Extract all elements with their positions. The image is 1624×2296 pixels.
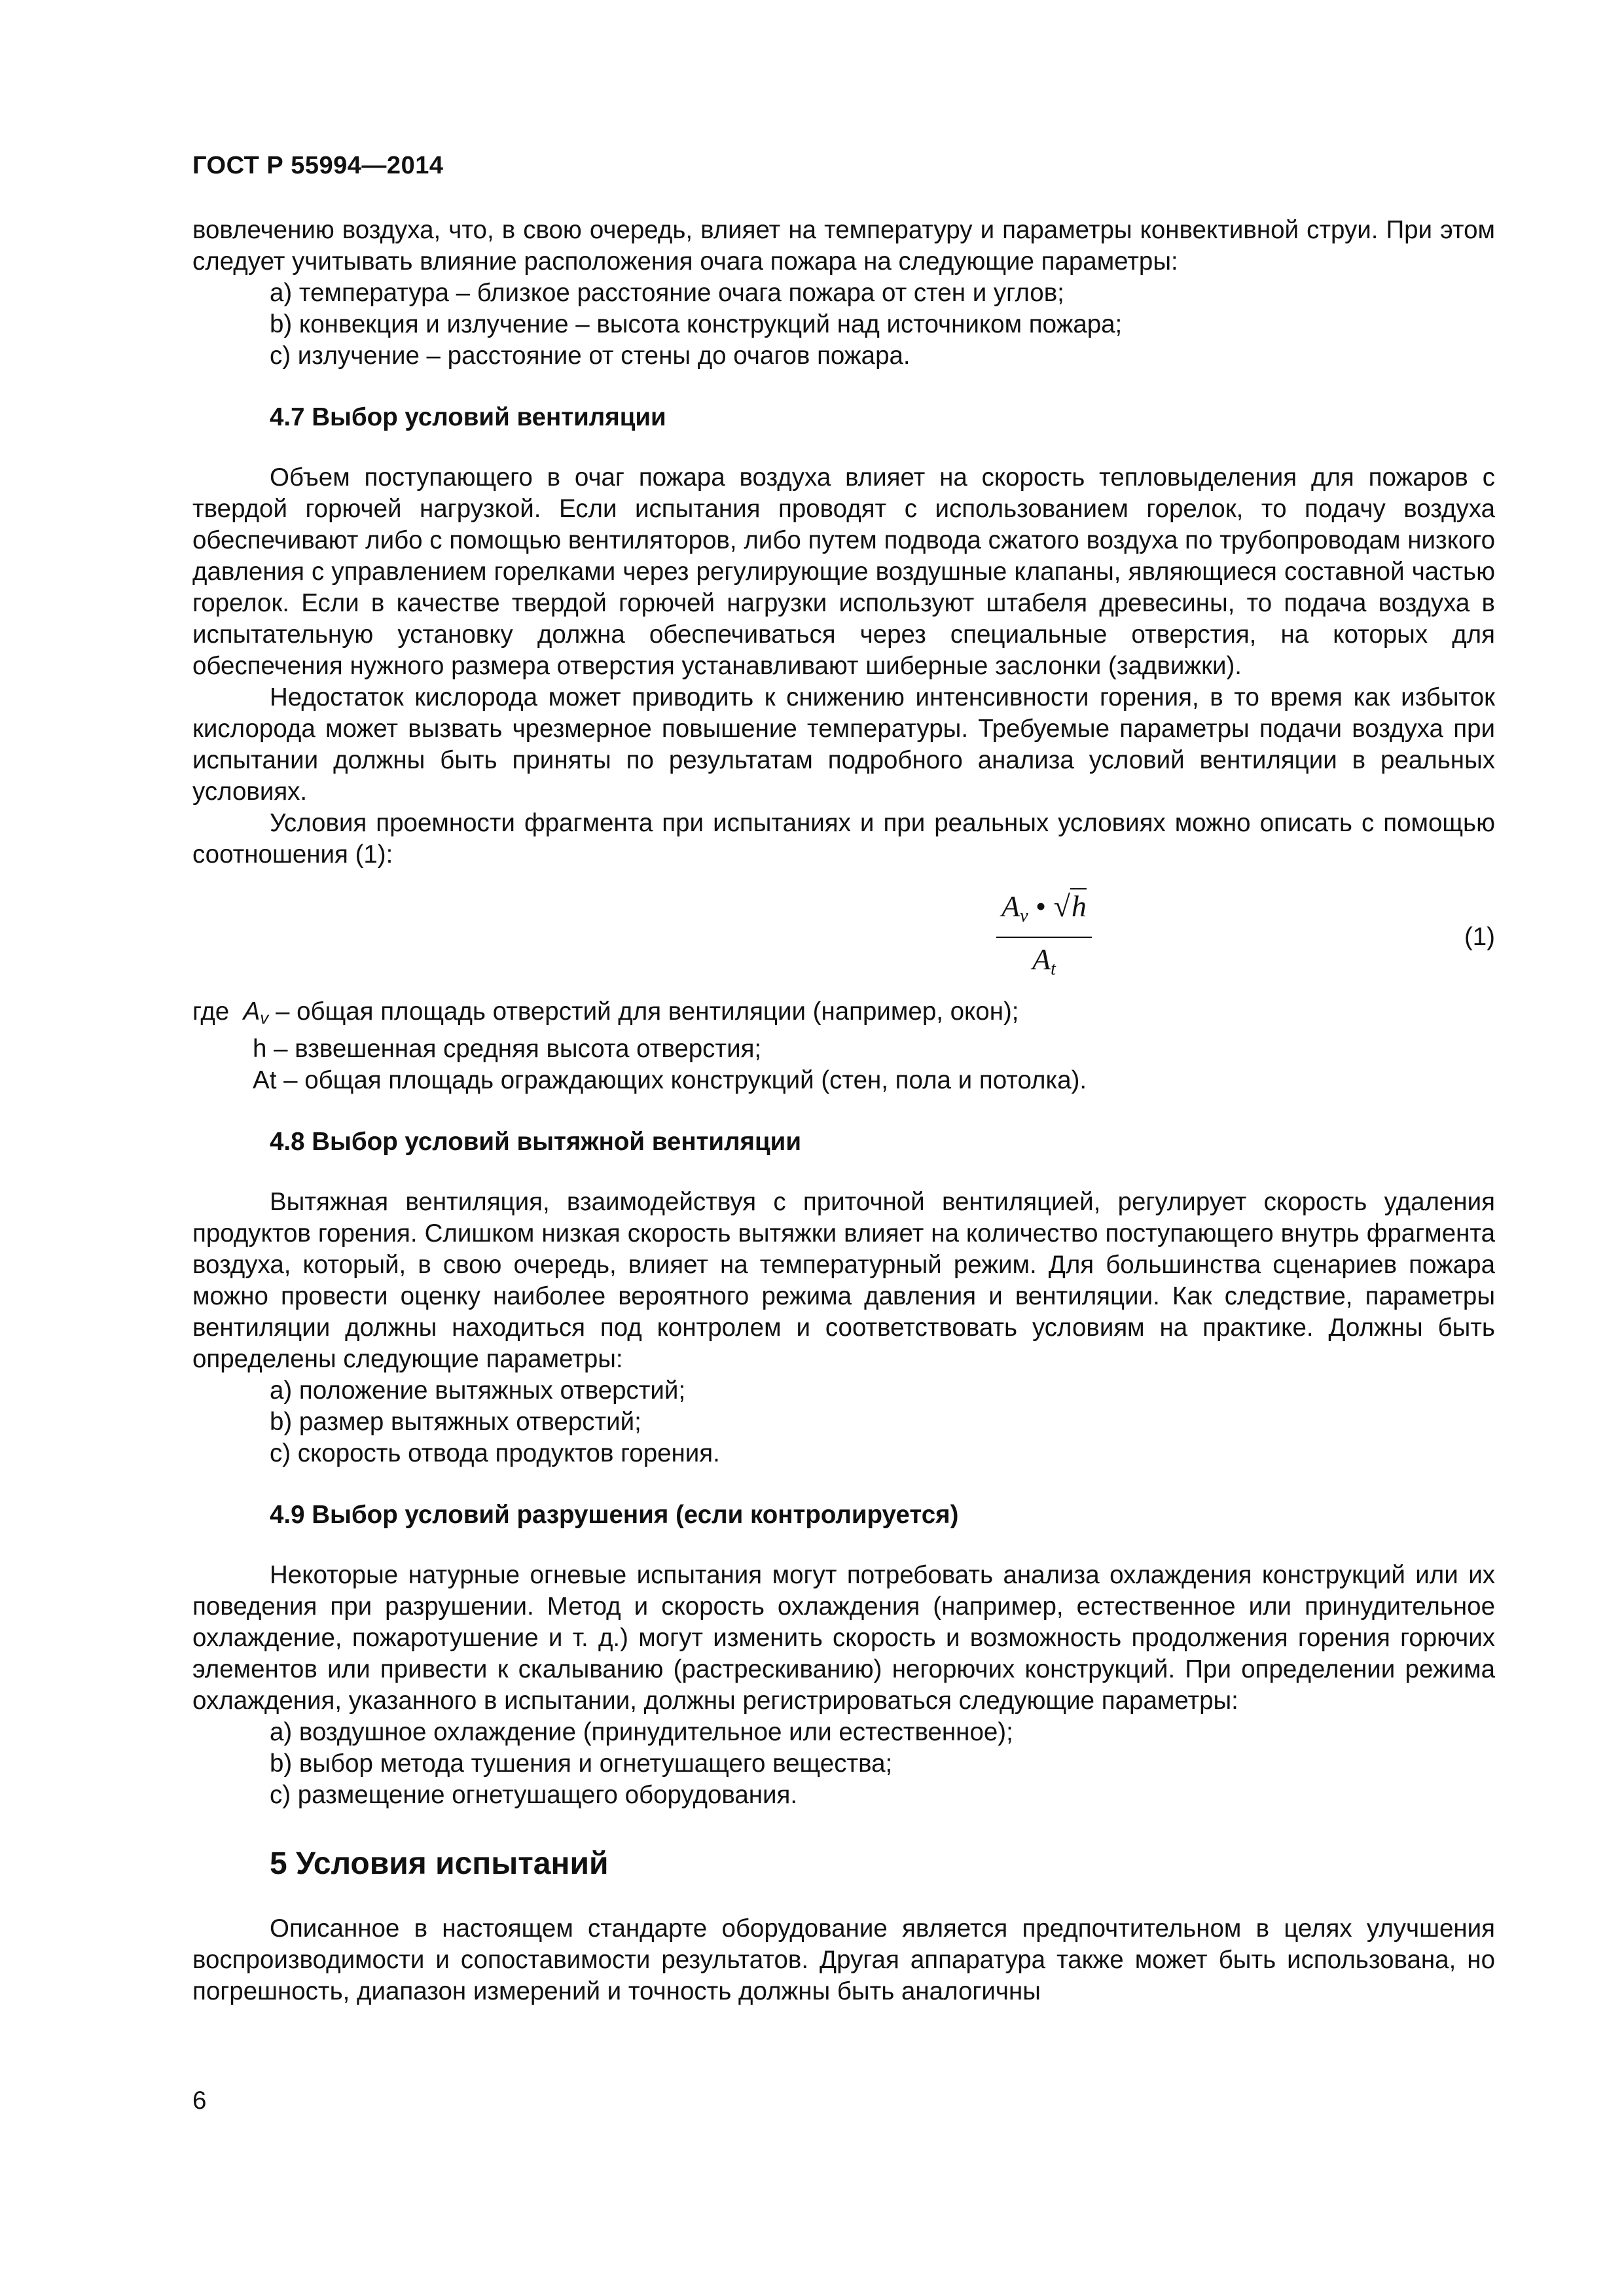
list-item: b) выбор метода тушения и огнетушащего вещества; — [270, 1749, 893, 1778]
formula-subscript: t — [1051, 959, 1056, 979]
formula-subscript: v — [1020, 906, 1028, 926]
document-body — [192, 215, 1495, 2007]
formula-symbol: A — [1032, 942, 1051, 976]
list-item: a) положение вытяжных отверстий; — [270, 1376, 686, 1405]
page-number: 6 — [192, 2087, 207, 2115]
document-header: ГОСТ Р 55994—2014 — [192, 152, 444, 179]
paragraph: Условия проемности фрагмента при испытаниях и при реальных условиях можно описать с помощью соотношения (1): — [192, 809, 1495, 869]
paragraph: Некоторые натурные огневые испытания могут потребовать анализа охлаждения конструкций или их поведения при разрушении. Метод и скорость охлаждения (например, естественное или принудительное охлаждение, пожаротушение и т. д.) могут изменить скорость и возможность продолжения горения горючих элементов или привести к скалыванию (растрескиванию) негорючих конструкций. При определении режима охлаждения, указанного в испытании, должны регистрироваться следующие параметры: — [192, 1561, 1495, 1715]
where-label: где — [192, 997, 230, 1026]
section-heading-4-8: 4.8 Выбор условий вытяжной вентиляции — [270, 1128, 802, 1156]
section-heading-4-7: 4.7 Выбор условий вентиляции — [270, 403, 666, 431]
formula-numerator — [996, 889, 1092, 934]
list-item: a) воздушное охлаждение (принудительное или естественное); — [270, 1718, 1013, 1746]
where-text: – взвешенная средняя высота отверстия; — [266, 1035, 762, 1063]
where-text: – общая площадь ограждающих конструкций (стен, пола и потолка). — [276, 1066, 1087, 1094]
equation-number: (1) — [1464, 923, 1495, 951]
where-symbol: A — [253, 1066, 270, 1094]
intro-paragraph: вовлечению воздуха, что, в свою очередь, влияет на температуру и параметры конвективной струи. При этом следует учитывать влияние расположения очага пожара на следующие параметры: — [192, 216, 1495, 276]
fraction-bar — [996, 937, 1092, 938]
list-item: a) температура – близкое расстояние очага пожара от стен и углов; — [270, 279, 1064, 307]
formula-operator: • √ — [1028, 889, 1070, 923]
where-line — [192, 996, 1495, 1033]
list-item: b) размер вытяжных отверстий; — [270, 1408, 641, 1436]
paragraph: Недостаток кислорода может приводить к снижению интенсивности горения, в то время как избыток кислорода может вызвать чрезмерное повышение температуры. Требуемые параметры подачи воздуха при испытании должны быть приняты по результатам подробного анализа условий вентиляции в реальных условиях. — [192, 683, 1495, 806]
formula-1 — [192, 884, 1495, 986]
paragraph: Вытяжная вентиляция, взаимодействуя с приточной вентиляцией, регулирует скорость удаления продуктов горения. Слишком низкая скорость вытяжки влияет на количество поступающего внутрь фрагмента воздуха, который, в свою очередь, влияет на температурный режим. Для большинства сценариев пожара можно провести оценку наиболее вероятного режима давления и вентиляции. Как следствие, параметры вентиляции должны находиться под контролем и соответствовать условиям на практике. Должны быть определены следующие параметры: — [192, 1188, 1495, 1373]
section-heading-5: 5 Условия испытаний — [270, 1846, 609, 1881]
paragraph: Объем поступающего в очаг пожара воздуха влияет на скорость тепловыделения для пожаров с твердой горючей нагрузкой. Если испытания проводят с использованием горелок, то подачу воздуха обеспечивают либо с помощью вентиляторов, либо путем подвода сжатого воздуха по трубопроводам низкого давления с управлением горелками через регулирующие воздушные клапаны, являющиеся составной частью горелок. Если в качестве твердой горючей нагрузки используют штабеля древесины, то подача воздуха в испытательную установку должна обеспечиваться через специальные отверстия, на которых для обеспечения нужного размера отверстия устанавливают шиберные заслонки (задвижки). — [192, 463, 1495, 680]
formula-fraction — [996, 889, 1092, 987]
section-heading-4-9: 4.9 Выбор условий разрушения (если контролируется) — [270, 1501, 959, 1529]
where-subscript: v — [260, 1008, 269, 1028]
list-item: c) размещение огнетушащего оборудования. — [270, 1781, 798, 1809]
list-item: b) конвекция и излучение – высота конструкций над источником пожара; — [270, 310, 1123, 338]
where-subscript: t — [269, 1066, 277, 1094]
formula-symbol: A — [1001, 889, 1020, 923]
formula-denominator — [996, 942, 1092, 987]
where-line — [192, 1065, 1495, 1096]
list-item: c) излучение – расстояние от стены до очагов пожара. — [270, 342, 911, 370]
where-symbol: h — [253, 1035, 267, 1063]
where-symbol: A — [243, 997, 261, 1026]
formula-symbol: h — [1071, 889, 1087, 923]
where-text: – общая площадь отверстий для вентиляции (например, окон); — [268, 997, 1019, 1026]
paragraph: Описанное в настоящем стандарте оборудование является предпочтительном в целях улучшения воспроизводимости и сопоставимости результатов. Другая аппаратура также может быть использована, но погрешность, диапазон измерений и точность должны быть аналогичны — [192, 1914, 1495, 2005]
where-line — [192, 1033, 1495, 1065]
list-item: c) скорость отвода продуктов горения. — [270, 1439, 720, 1467]
